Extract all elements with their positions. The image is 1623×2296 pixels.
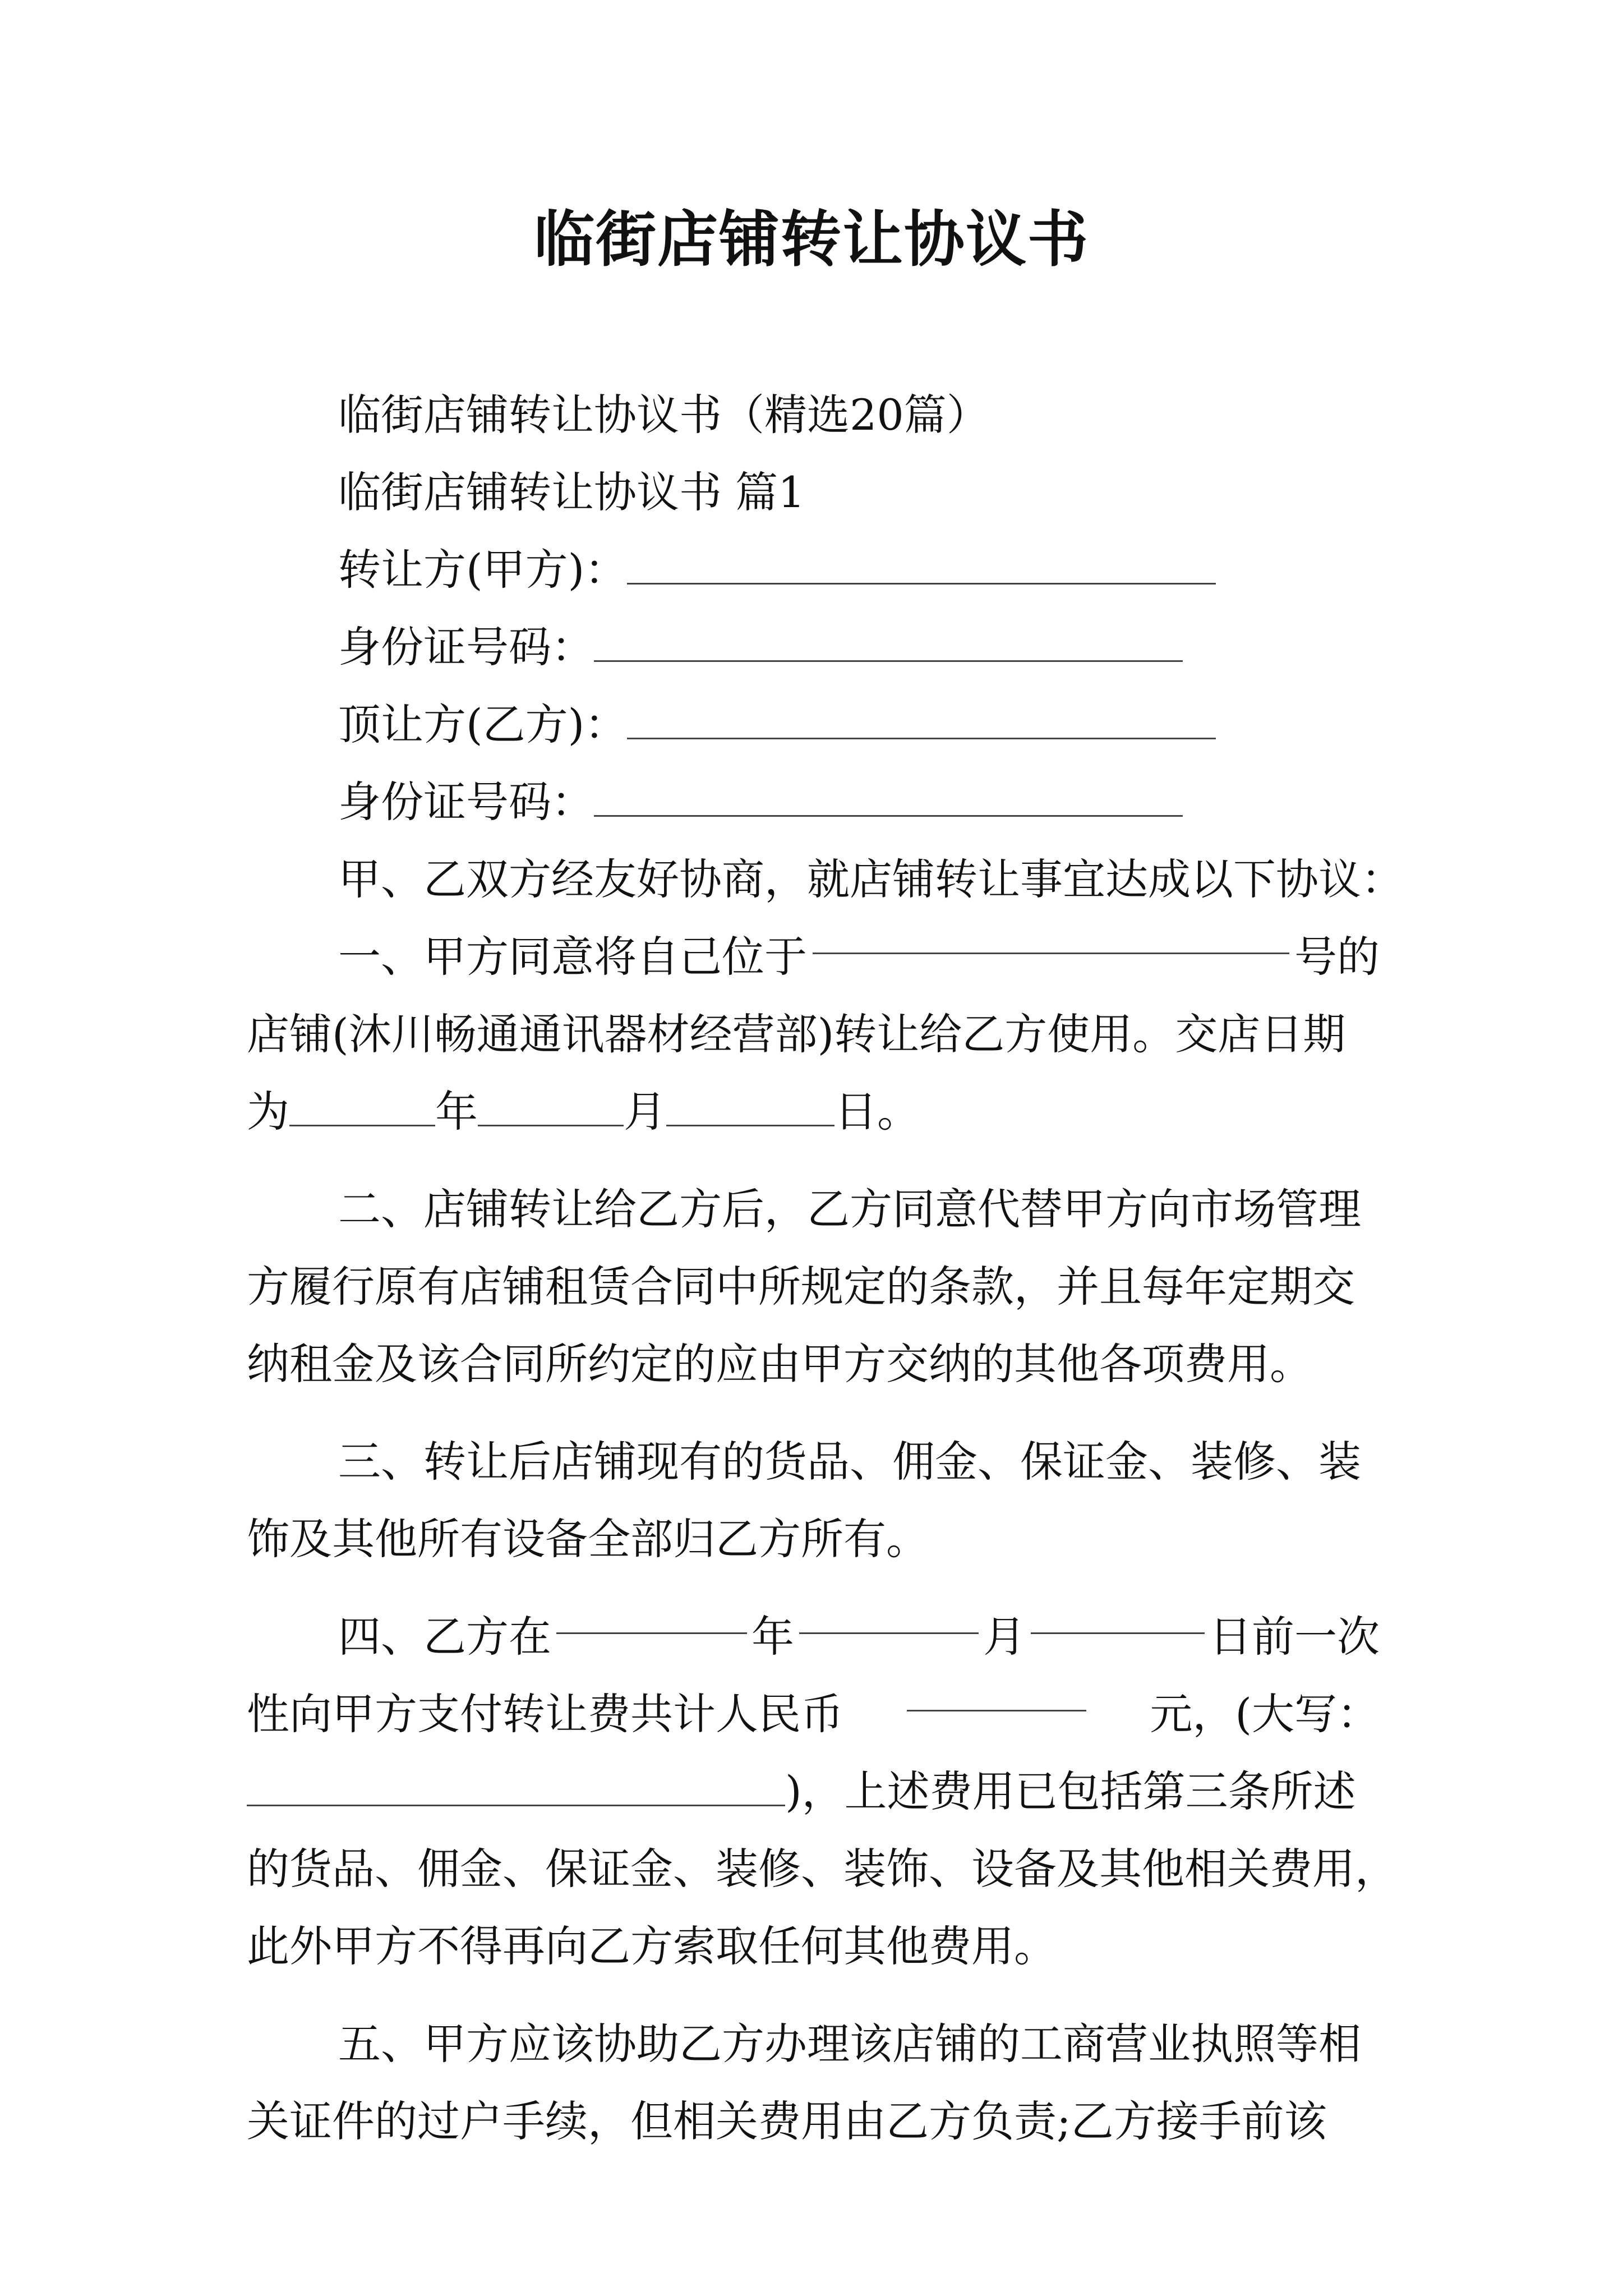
transferor-id-label: 身份证号码：: [338, 622, 594, 672]
section-heading: 临街店铺转让协议书 篇1: [338, 467, 805, 517]
clause1-text: 一、甲方同意将自己位于: [338, 932, 807, 982]
transferee-id-field: [338, 763, 1380, 841]
clause4-text: 月: [983, 1612, 1026, 1662]
clause5-line2: 关证件的过户手续，但相关费用由乙方负责;乙方接手前该: [247, 2096, 1327, 2146]
payment-year-blank: [556, 1598, 747, 1634]
clause4-line5: 此外甲方不得再向乙方索取任何其他费用。: [247, 1921, 1057, 1971]
clause4-line2: [247, 1675, 1380, 1754]
transferor-label: 转让方(甲方)：: [338, 545, 628, 595]
clause1-text: 为: [247, 1087, 289, 1137]
clause2-line3: 纳租金及该合同所约定的应由甲方交纳的其他各项费用。: [247, 1339, 1312, 1389]
clause4-text: )，上述费用已包括第三条所述: [785, 1766, 1356, 1816]
amount-figures-blank: [907, 1675, 1086, 1711]
intro-paragraph: 甲、乙双方经友好协商，就店铺转让事宜达成以下协议：: [338, 854, 1404, 904]
clause1-line2: 店铺(沐川畅通通讯器材经营部)转让给乙方使用。交店日期: [247, 1009, 1346, 1059]
payment-month-blank: [799, 1598, 979, 1634]
clause2-line2: 方履行原有店铺租赁合同中所规定的条款，并且每年定期交: [247, 1262, 1355, 1312]
clause1-address-blank: [813, 918, 1289, 954]
clause1-text: 年: [435, 1087, 478, 1137]
clause1-line1: [338, 918, 1380, 996]
transferor-id-blank: [594, 625, 1183, 662]
transferee-blank: [627, 703, 1216, 739]
clause4-text: 性向甲方支付转让费共计人民币: [247, 1689, 843, 1739]
clause4-text: 元，(大写：: [1150, 1689, 1380, 1739]
document-subtitle: 临街店铺转让协议书（精选20篇）: [338, 390, 989, 440]
clause1-text: 号的: [1294, 932, 1380, 982]
transferee-id-blank: [594, 780, 1183, 817]
clause3-line2: 饰及其他所有设备全部归乙方所有。: [247, 1514, 929, 1564]
handover-day-blank: [666, 1090, 834, 1126]
clause4-text: 四、乙方在: [338, 1612, 551, 1662]
transferee-field: [338, 685, 1380, 764]
document-title: 临街店铺转让协议书: [533, 205, 1089, 275]
transferor-field: [338, 531, 1380, 609]
amount-words-blank: [247, 1770, 785, 1806]
clause4-line1: [338, 1598, 1380, 1676]
clause4-text: 年: [751, 1612, 794, 1662]
clause2-line1: 二、店铺转让给乙方后，乙方同意代替甲方向市场管理: [338, 1184, 1361, 1234]
clause4-line4: 的货品、佣金、保证金、装修、装饰、设备及其他相关费用，: [247, 1844, 1398, 1894]
clause3-line1: 三、转让后店铺现有的货品、佣金、保证金、装修、装: [338, 1437, 1361, 1487]
transferee-label: 顶让方(乙方)：: [338, 700, 628, 749]
clause4-text: 日前一次: [1209, 1612, 1380, 1662]
clause4-line3: [247, 1752, 1380, 1831]
transferor-blank: [627, 548, 1216, 585]
clause5-line1: 五、甲方应该协助乙方办理该店铺的工商营业执照等相: [338, 2019, 1361, 2069]
clause1-text: 月: [624, 1087, 666, 1137]
clause1-line3: [247, 1073, 1380, 1151]
transferee-id-label: 身份证号码：: [338, 777, 594, 827]
transferor-id-field: [338, 608, 1380, 687]
handover-year-blank: [289, 1090, 435, 1126]
clause1-text: 日。: [834, 1087, 920, 1137]
handover-month-blank: [478, 1090, 624, 1126]
payment-day-blank: [1031, 1598, 1205, 1634]
